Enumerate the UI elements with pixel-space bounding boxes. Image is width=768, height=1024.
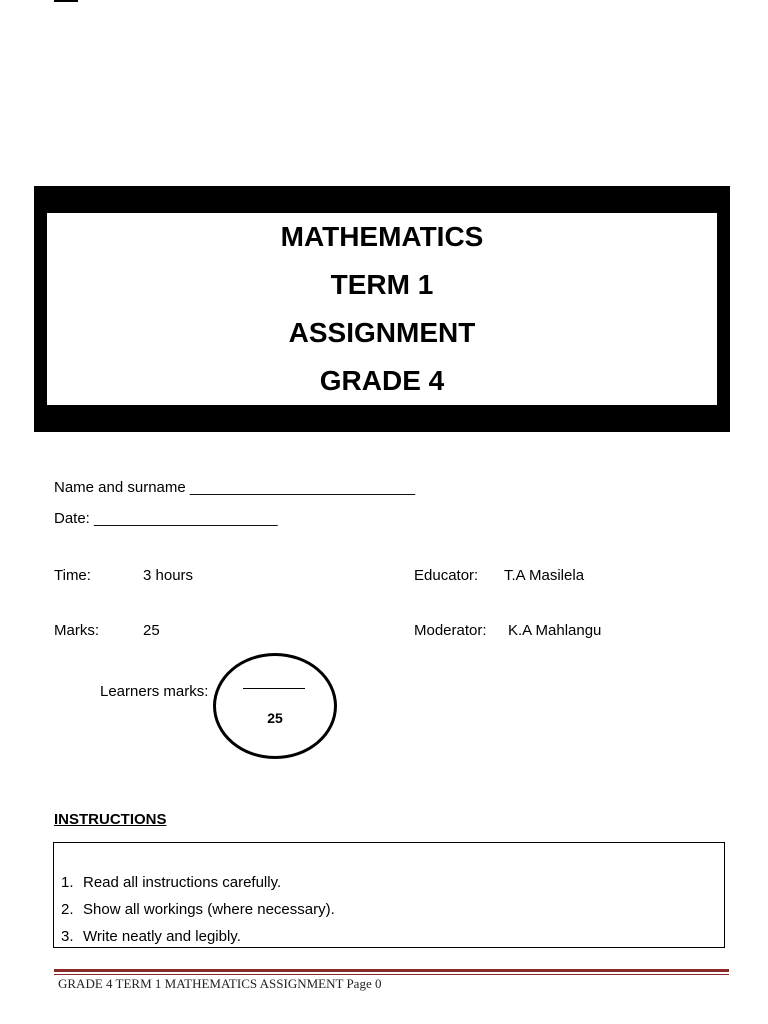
date-field[interactable]: Date: ______________________: [54, 510, 278, 527]
time-value: 3 hours: [143, 567, 194, 584]
learners-marks-label: Learners marks:: [100, 683, 209, 700]
marks-value: 25: [143, 622, 160, 639]
top-edge-mark: [54, 0, 78, 2]
list-item-text: Show all workings (where necessary).: [83, 901, 335, 918]
list-item-number: 3.: [61, 928, 74, 945]
list-item-number: 2.: [61, 901, 74, 918]
title-subject: MATHEMATICS: [280, 221, 484, 252]
title-inner-panel: [47, 213, 717, 405]
title-banner: [34, 186, 730, 432]
list-item-number: 1.: [61, 874, 74, 891]
list-item-text: Read all instructions carefully.: [83, 874, 282, 891]
list-item: [61, 869, 335, 896]
list-item: [61, 896, 335, 923]
time-label: Time:: [54, 567, 91, 584]
footer-rule-secondary: [54, 974, 729, 975]
footer-rule: [54, 969, 729, 972]
marks-label: Marks:: [54, 622, 99, 639]
list-item: [61, 923, 335, 950]
title-grade: GRADE 4: [319, 365, 445, 396]
list-item-text: Write neatly and legibly.: [83, 928, 241, 945]
educator-value: T.A Masilela: [504, 567, 585, 584]
moderator-label: Moderator:: [414, 622, 487, 639]
instructions-box: [53, 842, 725, 948]
name-surname-field[interactable]: Name and surname ___________________________: [54, 479, 416, 496]
educator-label: Educator:: [414, 567, 479, 584]
instructions-list: [61, 869, 335, 950]
page-footer: GRADE 4 TERM 1 MATHEMATICS ASSIGNMENT Page 0: [58, 976, 382, 991]
learners-marks-circle[interactable]: [213, 653, 337, 759]
instructions-heading: INSTRUCTIONS: [54, 811, 167, 828]
moderator-value: K.A Mahlangu: [508, 622, 602, 639]
score-total: 25: [267, 710, 283, 726]
title-term: TERM 1: [330, 269, 434, 300]
score-blank-line: [243, 688, 305, 689]
title-type: ASSIGNMENT: [288, 317, 476, 348]
